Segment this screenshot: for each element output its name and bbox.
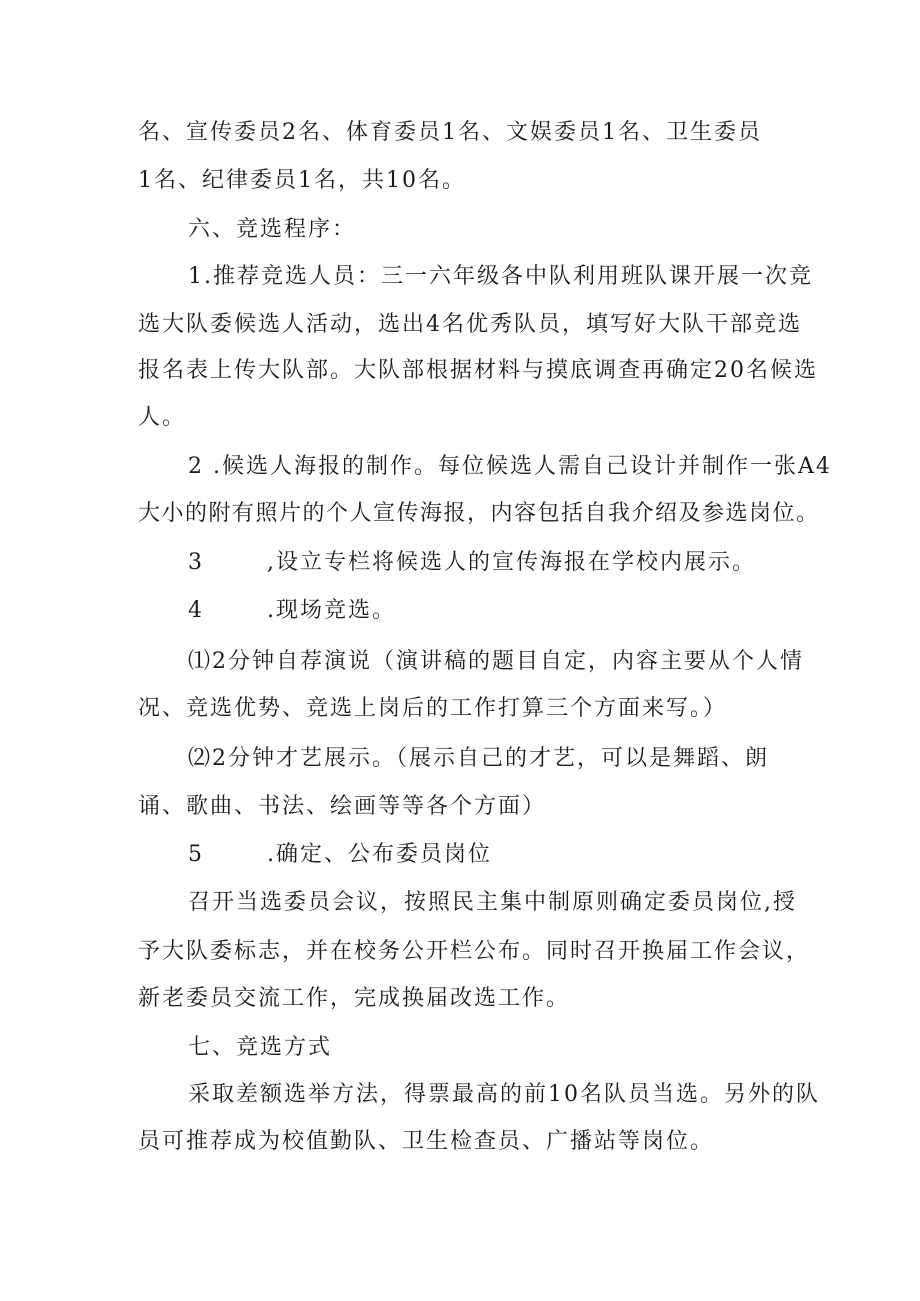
section-heading: 六、竞选程序： bbox=[188, 217, 357, 242]
text-line: 员可推荐成为校值勤队、卫生检查员、广播站等岗位。 bbox=[138, 1129, 715, 1154]
text-line: 诵、歌曲、书法、绘画等等各个方面） bbox=[138, 794, 547, 819]
text-line: 4 .现场竞选。 bbox=[188, 598, 396, 623]
text-line: 选大队委候选人活动，选出4名优秀队员，填写好大队干部竞选 bbox=[138, 312, 802, 337]
text-line: 1.推荐竞选人员：三一六年级各中队利用班队课开展一次竞 bbox=[188, 264, 813, 289]
text-line: ⑴2分钟自荐演说（演讲稿的题目自定，内容主要从个人情 bbox=[188, 649, 804, 674]
text-line: 3 ,设立专栏将候选人的宣传海报在学校内展示。 bbox=[188, 550, 756, 575]
text-line: ⑵2分钟才艺展示。（展示自己的才艺，可以是舞蹈、朗 bbox=[188, 746, 769, 771]
text-line: 1名、纪律委员1名，共10名。 bbox=[138, 168, 466, 193]
text-line: 2 .候选人海报的制作。每位候选人需自己设计并制作一张A4 bbox=[188, 454, 832, 479]
text-line: 召开当选委员会议，按照民主集中制原则确定委员岗位,授 bbox=[188, 890, 797, 915]
text-line: 名、宣传委员2名、体育委员1名、文娱委员1名、卫生委员 bbox=[138, 120, 762, 145]
text-line: 新老委员交流工作，完成换届改选工作。 bbox=[138, 986, 571, 1011]
text-line: 采取差额选举方法，得票最高的前10名队员当选。另外的队 bbox=[188, 1082, 820, 1107]
text-line: 予大队委标志，并在校务公开栏公布。同时召开换届工作会议， bbox=[138, 939, 811, 964]
text-line: 大小的附有照片的个人宣传海报，内容包括自我介绍及参选岗位。 bbox=[138, 501, 820, 526]
text-line: 5 .确定、公布委员岗位 bbox=[188, 842, 492, 867]
text-line: 况、竞选优势、竞选上岗后的工作打算三个方面来写。） bbox=[138, 696, 728, 721]
section-heading: 七、竞选方式 bbox=[188, 1035, 333, 1060]
text-line: 人。 bbox=[138, 405, 187, 430]
text-line: 报名表上传大队部。大队部根据材料与摸底调查再确定20名候选 bbox=[138, 358, 818, 383]
